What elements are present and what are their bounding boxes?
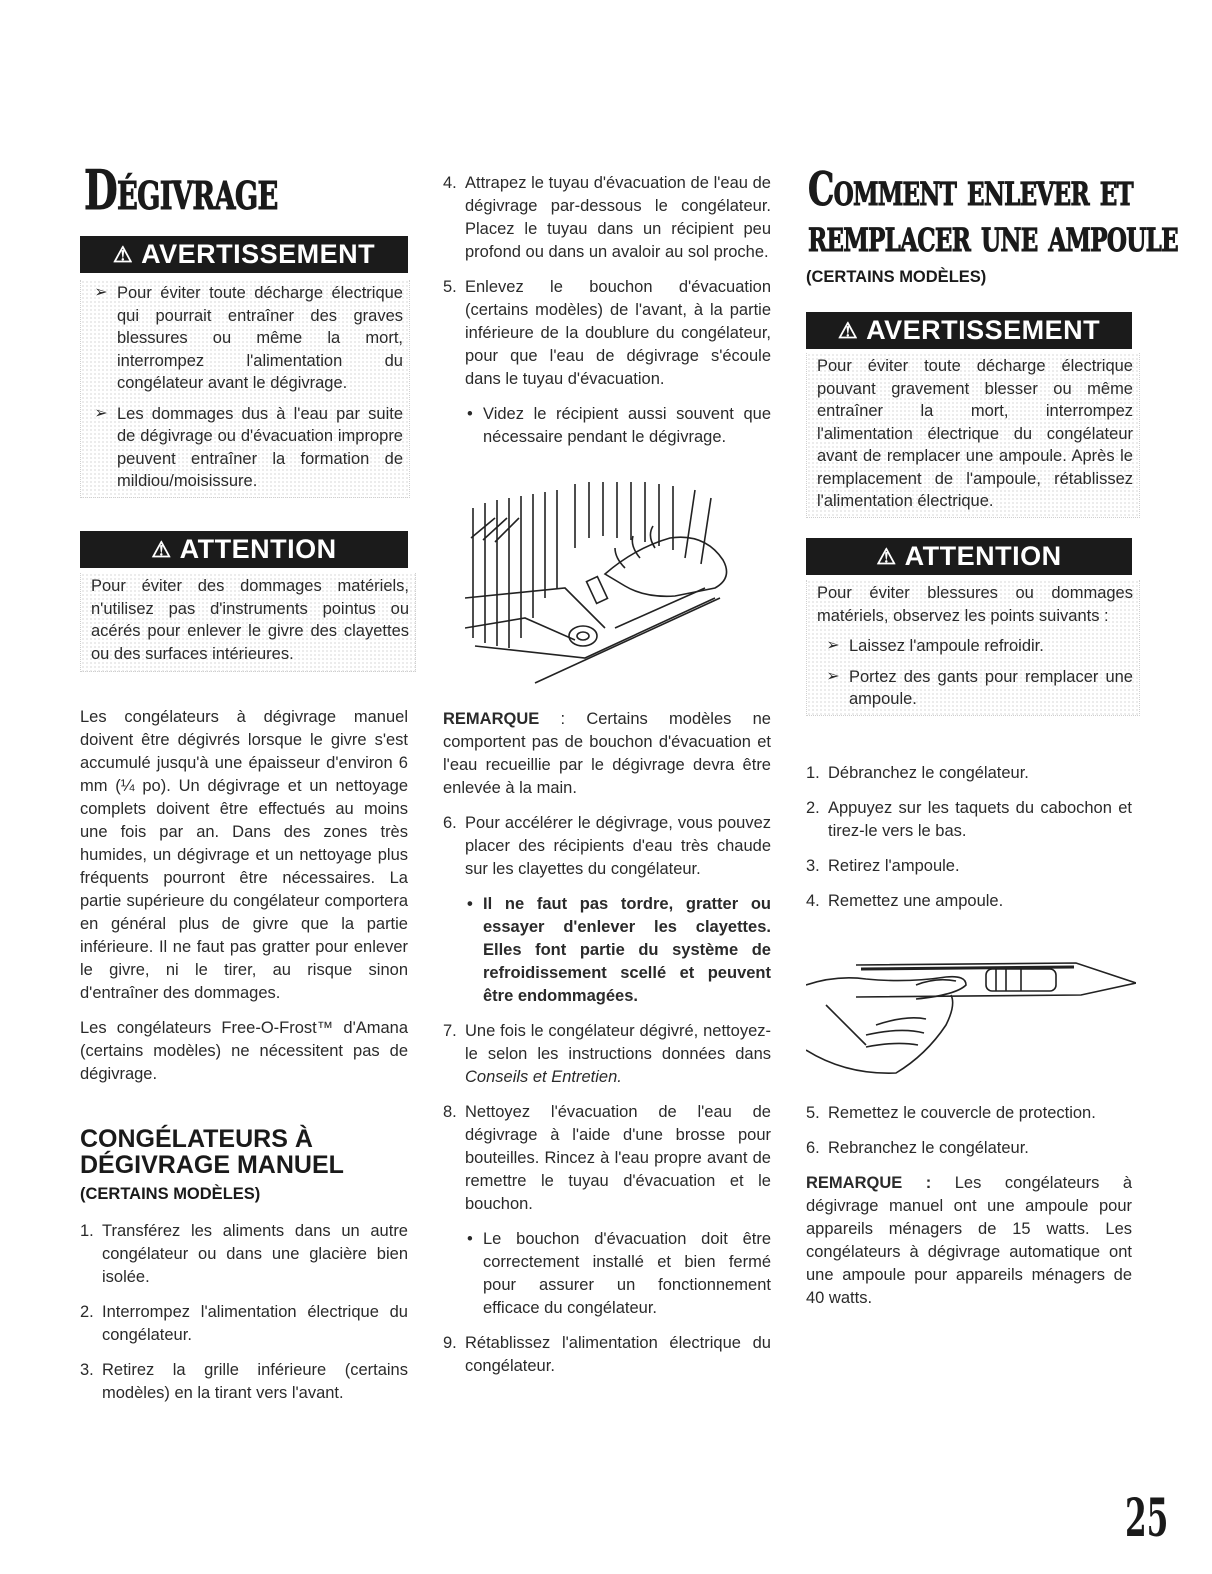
intro-text: Les congélateurs à dégivrage manuel doivent être dégivrés lorsque le givre s'est accumulé jusqu'à une épaisseur d'environ 6 mm (¼ po). Un dégivrage et un nettoyage complets doivent être effectués au moins une fois par an. Dans des zones très humides, un dégivrage et un nettoyage plus fréquents pourront être nécessaires. La partie supérieure du congélateur comportera en général plus de givre que la partie inférieure. Il ne faut pas gratter pour enlever le givre, ni le tirer, au risque sinon d'entraîner des dommages. Les congélateurs Free-O-Frost™ d'Amana (certains modèles) ne nécessitent pas de dégivrage. (80, 708, 408, 1083)
step-item: 4. Attrapez le tuyau d'évacuation de l'eau de dégivrage par-dessous le congélateur. Placez le tuyau dans un récipient peu profond ou dans un avaloir au sol proche. (443, 174, 771, 261)
bulb-steps-upper (806, 762, 1132, 925)
step-item: 5. Remettez le couvercle de protection. (806, 1104, 1096, 1122)
arrow-bullet-icon: ➢ (94, 284, 108, 301)
warning-triangle-icon: ⚠ (112, 241, 134, 267)
section-title-degivrage: Dégivrage (84, 158, 278, 222)
step-item: 2. Interrompez l'alimentation électrique du congélateur. (80, 1303, 408, 1344)
attention-item: ➢ Portez des gants pour remplacer une ampoule. (817, 666, 1133, 711)
step-item: 6. Rebranchez le congélateur. (806, 1139, 1029, 1157)
step-item: 9. Rétablissez l'alimentation électrique du congélateur. (443, 1334, 771, 1375)
step-item: 3. Retirez la grille inférieure (certains modèles) en la tirant vers l'avant. (80, 1361, 408, 1402)
light-bulb-illustration (806, 955, 1136, 1085)
warning-banner (80, 236, 408, 273)
step-item: 5. Enlevez le bouchon d'évacuation (certains modèles) de l'avant, à la partie inférieure de la doublure du congélateur, pour que l'eau de dégivrage s'écoule dans le tuyau d'évacuation. (443, 278, 771, 388)
attention-banner (806, 538, 1132, 575)
bullet-item: • Videz le récipient aussi souvent que nécessaire pendant le dégivrage. (467, 405, 771, 446)
attention-box: Pour éviter blessures ou dommages matériels, observez les points suivants : ➢ Laissez l'ampoule refroidir. ➢ Portez des gants pour remplacer une ampoule. (806, 580, 1140, 716)
manual-defrost-subheading: (CERTAINS MODÈLES) (80, 1185, 261, 1203)
warning-item: ➢ Pour éviter toute décharge électrique qui pourrait entraîner des graves blessures ou même la mort, interrompez l'alimentation du congélateur avant le dégivrage. (85, 282, 403, 395)
bullet-item: • Le bouchon d'évacuation doit être correctement installé et bien fermé pour assurer un fonctionnement efficace du congélateur. (467, 1230, 771, 1317)
step-item: 1. Transférez les aliments dans un autre congélateur ou dans une glacière bien isolée. (80, 1222, 408, 1286)
step-item: 3. Retirez l'ampoule. (806, 857, 960, 875)
note-paragraph: REMARQUE : Certains modèles ne comportent pas de bouchon d'évacuation et l'eau recueillie par le dégivrage devra être enlevée à la main. (443, 710, 771, 797)
step-item: 8. Nettoyez l'évacuation de l'eau de dégivrage à l'aide d'une brosse pour bouteilles. Rincez à l'eau propre avant de remettre le tuyau d'évacuation et le bouchon. (443, 1103, 771, 1213)
step-item: 6. Pour accélérer le dégivrage, vous pouvez placer des récipients d'eau très chaude sur les clayettes du congélateur. (443, 814, 771, 878)
warning-box (80, 280, 410, 498)
defrost-steps-lower (443, 708, 771, 1390)
arrow-bullet-icon: ➢ (826, 667, 840, 685)
attention-banner-label: ATTENTION (904, 541, 1062, 571)
note-paragraph: REMARQUE : Les congélateurs à dégivrage manuel ont une ampoule pour appareils ménagers de 15 watts. Les congélateurs à dégivrage automatique ont une ampoule pour appareils ménagers de 40 watts. (806, 1174, 1132, 1307)
step-item: 1. Débranchez le congélateur. (806, 764, 1029, 782)
manual-defrost-steps (80, 1220, 408, 1417)
attention-item: ➢ Laissez l'ampoule refroidir. (817, 635, 1133, 658)
warning-box: Pour éviter toute décharge électrique pouvant gravement blesser ou même entraîner la mort, interrompez l'alimentation électrique du congélateur avant de remplacer une ampoule. Après le remplacement de l'ampoule, rétablissez l'alimentation électrique. (806, 353, 1140, 518)
page-number: 25 (1124, 1488, 1168, 1549)
warning-triangle-icon: ⚠ (151, 536, 172, 562)
arrow-bullet-icon: ➢ (94, 404, 108, 422)
arrow-bullet-icon: ➢ (826, 637, 840, 654)
warning-banner-label: AVERTISSEMENT (141, 239, 376, 269)
defrost-steps-upper (443, 172, 771, 461)
bulb-steps-lower (806, 1102, 1132, 1322)
attention-banner (80, 531, 408, 568)
bulb-subheading: (CERTAINS MODÈLES) (806, 268, 987, 286)
section-title-bulb: Comment enlever et remplacer une ampoule (808, 162, 1178, 262)
step-item: 4. Remettez une ampoule. (806, 892, 1004, 910)
warning-triangle-icon: ⚠ (876, 543, 897, 569)
warning-banner (806, 312, 1132, 349)
drain-plug-illustration (465, 478, 745, 690)
attention-banner-label: ATTENTION (179, 534, 337, 564)
warning-triangle-icon: ⚠ (837, 317, 859, 343)
warning-item: ➢ Les dommages dus à l'eau par suite de dégivrage ou d'évacuation impropre peuvent entraîner la formation de mildiou/moisissure. (85, 403, 403, 493)
step-item: 7. Une fois le congélateur dégivré, nettoyez-le selon les instructions données dans Conseils et Entretien. (443, 1022, 771, 1086)
attention-box: Pour éviter des dommages matériels, n'utilisez pas d'instruments pointus ou acérés pour enlever le givre des clayettes ou des surfaces intérieures. (80, 573, 416, 672)
warning-banner-label: AVERTISSEMENT (866, 315, 1101, 345)
bullet-item: • Il ne faut pas tordre, gratter ou essayer d'enlever les clayettes. Elles font partie du système de refroidissement scellé et peuvent être endommagées. (467, 895, 771, 1005)
manual-defrost-heading: CONGÉLATEURS À DÉGIVRAGE MANUEL (80, 1125, 344, 1179)
step-item: 2. Appuyez sur les taquets du cabochon et tirez-le vers le bas. (806, 799, 1132, 840)
